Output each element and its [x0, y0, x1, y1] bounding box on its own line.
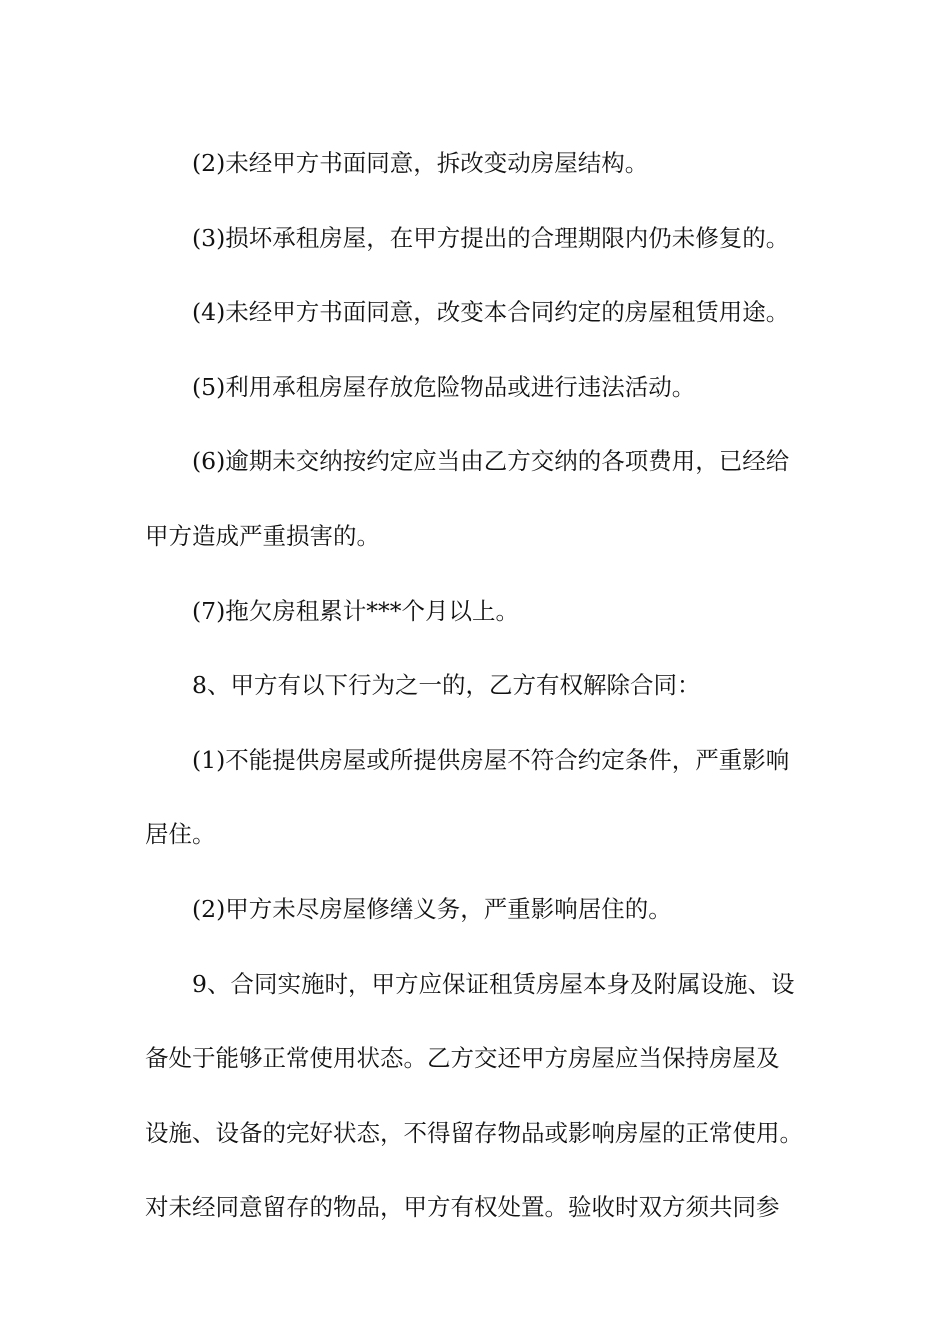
clause-line-6: 甲方造成严重损害的。 — [145, 521, 380, 550]
clause-line-9: (1)不能提供房屋或所提供房屋不符合约定条件，严重影响 — [192, 745, 790, 774]
clause-line-8: 8、甲方有以下行为之一的，乙方有权解除合同： — [192, 671, 701, 700]
clause-line-5: (6)逾期未交纳按约定应当由乙方交纳的各项费用，已经给 — [192, 447, 790, 476]
clause-line-2: (3)损坏承租房屋，在甲方提出的合理期限内仍未修复的。 — [192, 223, 790, 252]
clause-line-1: (2)未经甲方书面同意，拆改变动房屋结构。 — [192, 149, 649, 177]
clause-line-10: 居住。 — [145, 820, 216, 849]
clause-line-15: 对未经同意留存的物品，甲方有权处置。验收时双方须共同参 — [145, 1193, 780, 1222]
clause-line-14: 设施、设备的完好状态，不得留存物品或影响房屋的正常使用。 — [145, 1118, 803, 1147]
clause-line-11: (2)甲方未尽房屋修缮义务，严重影响居住的。 — [192, 894, 672, 923]
clause-line-3: (4)未经甲方书面同意，改变本合同约定的房屋租赁用途。 — [192, 298, 790, 327]
document-body — [145, 126, 815, 1245]
clause-line-7: (7)拖欠房租累计***个月以上。 — [192, 596, 520, 625]
clause-line-4: (5)利用承租房屋存放危险物品或进行违法活动。 — [192, 372, 696, 401]
clause-line-12: 9、合同实施时，甲方应保证租赁房屋本身及附属设施、设 — [192, 969, 795, 998]
clause-line-13: 备处于能够正常使用状态。乙方交还甲方房屋应当保持房屋及 — [145, 1044, 780, 1073]
